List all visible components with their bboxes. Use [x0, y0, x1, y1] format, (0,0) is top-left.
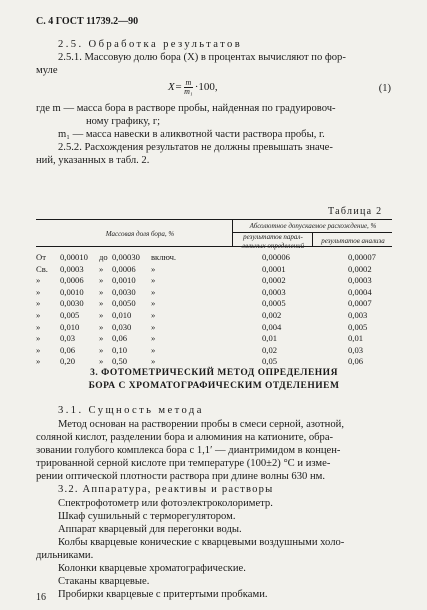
para-2-5-2-line2: ний, указанных в табл. 2. — [36, 155, 150, 166]
table-cell-v1: 0,01 — [262, 333, 278, 344]
equipment-item-4-line2: дильниками. — [36, 550, 94, 561]
table-col2-header — [234, 233, 312, 251]
table-top-rule — [36, 219, 392, 220]
table-cell-prefix: От — [36, 252, 46, 262]
table-vrule-2 — [312, 232, 313, 246]
table-cell-v1: 0,0005 — [262, 298, 286, 309]
table-cell-suffix: включ. — [151, 252, 177, 262]
table-cell-suffix: » — [151, 321, 156, 332]
para-3-1-line3: зовании голубого комплекса бора с 1,1′ — диантримидом в концен- — [36, 445, 341, 456]
table-header-rule — [36, 246, 392, 247]
where-m-line2: ному графику, г; — [86, 116, 161, 127]
table-cell-to: 0,0010 — [112, 275, 136, 286]
table-cell-v1: 0,00006 — [262, 252, 290, 262]
table-cell-from: 0,0010 — [60, 286, 84, 297]
table-cell-to: 0,00030 — [112, 252, 140, 262]
equipment-item-7: Пробирки кварцевые с притертыми пробками. — [58, 589, 268, 600]
table-cell-from: 0,00010 — [60, 252, 88, 262]
table-cell-from: 0,010 — [60, 321, 80, 332]
table-cell-to: 0,06 — [112, 333, 128, 344]
equipment-item-5: Колонки кварцевые хроматографические. — [58, 563, 246, 574]
table-cell-v2: 0,003 — [348, 310, 368, 320]
para-3-1-line4: трированной серной кислоте при температуре (100±2) °С и изме- — [36, 458, 331, 469]
table-cell-from: 0,06 — [60, 344, 76, 355]
table-cell-v1: 0,05 — [262, 356, 278, 367]
table-cell-from: 0,20 — [60, 356, 76, 367]
table-cell-v1: 0,0003 — [262, 286, 286, 297]
para-3-1-line5: рении оптической плотности раствора при длине волны 630 нм. — [36, 471, 325, 482]
page-header: С. 4 ГОСТ 11739.2—90 — [36, 16, 139, 27]
table-cell-sep: » — [99, 321, 104, 332]
table-col2-header-line2: лельных определений — [241, 242, 305, 250]
table-cell-sep: » — [99, 275, 104, 286]
table-cell-prefix: » — [36, 286, 41, 297]
formula-fraction — [184, 79, 193, 96]
formula-denominator: m₁ — [184, 87, 193, 96]
table-cell-prefix: » — [36, 321, 41, 332]
table-cell-v1: 0,0002 — [262, 275, 286, 286]
table-cell-suffix: » — [151, 344, 156, 355]
table-cell-v2: 0,005 — [348, 321, 368, 332]
section-3-title-line2: БОРА С ХРОМАТОГРАФИЧЕСКИМ ОТДЕЛЕНИЕМ — [88, 381, 340, 391]
table-caption: Таблица 2 — [328, 206, 383, 217]
table-cell-suffix: » — [151, 263, 156, 274]
para-2-5-1-line2: муле — [36, 65, 58, 76]
para-2-5-2-line1: 2.5.2. Расхождения результатов не должны превышать значе- — [58, 142, 333, 153]
para-2-5-1-line1: 2.5.1. Массовую долю бора (X) в процентах вычисляют по фор- — [58, 52, 346, 63]
table-cell-to: 0,010 — [112, 310, 132, 320]
formula-numerator: m — [185, 78, 192, 87]
table-group-header: Абсолютное допускаемое расхождение, % — [249, 222, 377, 230]
table-vrule-1 — [232, 219, 233, 246]
table-cell-to: 0,0030 — [112, 286, 136, 297]
equation-number: (1) — [378, 83, 391, 94]
table-cell-v1: 0,004 — [262, 321, 282, 332]
table-cell-to: 0,50 — [112, 356, 128, 367]
table-cell-from: 0,0006 — [60, 275, 84, 286]
table-cell-to: 0,030 — [112, 321, 132, 332]
table-cell-prefix: » — [36, 275, 41, 286]
table-cell-from: 0,0003 — [60, 263, 84, 274]
where-m1: m₁ — масса навески в аликвотной части раствора пробы, г. — [58, 129, 325, 140]
table-cell-v2: 0,0007 — [348, 298, 372, 309]
table-cell-v1: 0,02 — [262, 344, 278, 355]
table-cell-v2: 0,03 — [348, 344, 364, 355]
equipment-item-3: Аппарат кварцевый для перегонки воды. — [58, 524, 242, 535]
table-cell-to: 0,10 — [112, 344, 128, 355]
table-cell-sep: » — [99, 344, 104, 355]
table-cell-prefix: » — [36, 356, 41, 367]
table-cell-sep: » — [99, 263, 104, 274]
table-cell-v1: 0,0001 — [262, 263, 286, 274]
table-cell-sep: » — [99, 310, 104, 320]
table-cell-v1: 0,002 — [262, 310, 282, 320]
table-cell-suffix: » — [151, 310, 156, 320]
equipment-item-2: Шкаф сушильный с терморегулятором. — [58, 511, 236, 522]
table-cell-from: 0,005 — [60, 310, 80, 320]
table-cell-sep: » — [99, 298, 104, 309]
table-cell-prefix: » — [36, 333, 41, 344]
section-2-5-title: 2.5. Обработка результатов — [58, 39, 243, 50]
table-cell-suffix: » — [151, 286, 156, 297]
table-col3-header: результатов анализа — [321, 237, 385, 245]
equipment-item-1: Спектрофотометр или фотоэлектроколориметр. — [58, 498, 273, 509]
equipment-item-4-line1: Колбы кварцевые конические с кварцевыми воздушными холо- — [58, 537, 345, 548]
where-m-line1: где m — масса бора в растворе пробы, найденная по градуировоч- — [36, 103, 336, 114]
table-cell-prefix: » — [36, 298, 41, 309]
table-cell-prefix: » — [36, 310, 41, 320]
table-cell-from: 0,0030 — [60, 298, 84, 309]
table-cell-suffix: » — [151, 333, 156, 344]
table-cell-to: 0,0006 — [112, 263, 136, 274]
table-cell-sep: до — [99, 252, 108, 262]
table-cell-prefix: Св. — [36, 263, 48, 274]
table-cell-v2: 0,0003 — [348, 275, 372, 286]
table-cell-from: 0,03 — [60, 333, 76, 344]
table-cell-sep: » — [99, 356, 104, 367]
table-cell-v2: 0,06 — [348, 356, 364, 367]
page-number: 16 — [36, 592, 46, 603]
formula-lhs: X= — [168, 81, 183, 94]
table-cell-v2: 0,0002 — [348, 263, 372, 274]
table-cell-v2: 0,0004 — [348, 286, 372, 297]
section-3-1-title: 3.1. Сущность метода — [58, 405, 204, 416]
formula-1 — [168, 79, 218, 96]
table-cell-sep: » — [99, 286, 104, 297]
table-cell-v2: 0,01 — [348, 333, 364, 344]
para-3-1-line2: соляной кислот, разделении бора и алюминия на катионите, обра- — [36, 432, 334, 443]
section-3-2-title: 3.2. Аппаратура, реактивы и растворы — [58, 484, 274, 495]
table-col2-header-line1: результатов парал- — [243, 233, 303, 241]
table-cell-suffix: » — [151, 275, 156, 286]
formula-rhs: ·100, — [194, 81, 218, 94]
table-cell-suffix: » — [151, 356, 156, 367]
table-cell-v2: 0,00007 — [348, 252, 376, 262]
table-cell-sep: » — [99, 333, 104, 344]
table-cell-to: 0,0050 — [112, 298, 136, 309]
equipment-item-6: Стаканы кварцевые. — [58, 576, 150, 587]
para-3-1-line1: Метод основан на растворении пробы в смеси серной, азотной, — [58, 419, 344, 430]
section-3-title-line1: 3. ФОТОМЕТРИЧЕСКИЙ МЕТОД ОПРЕДЕЛЕНИЯ — [90, 368, 338, 378]
table-col1-header: Массовая доля бора, % — [105, 230, 175, 238]
table-cell-prefix: » — [36, 344, 41, 355]
table-cell-suffix: » — [151, 298, 156, 309]
